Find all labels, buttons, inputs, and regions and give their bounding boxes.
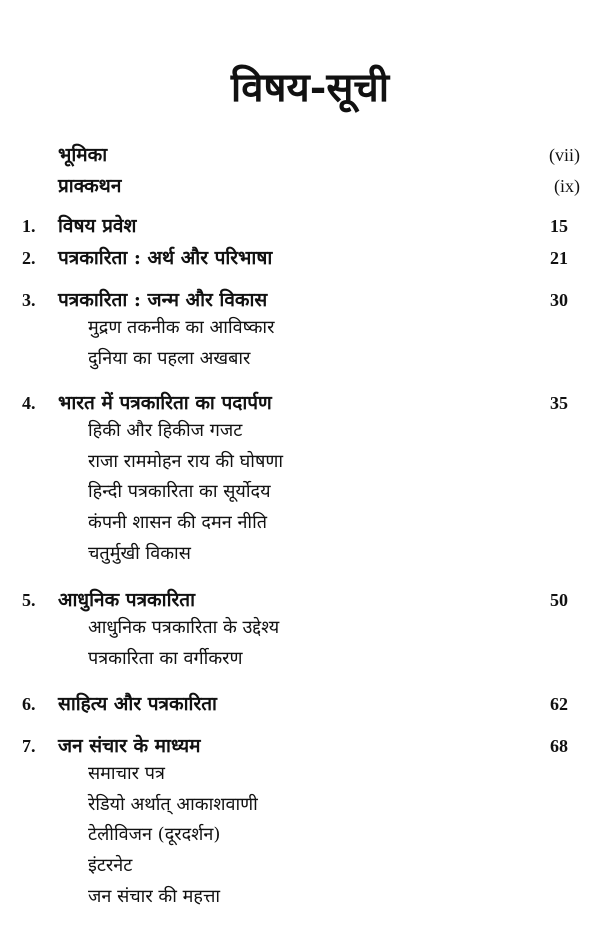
page-number: 21 xyxy=(550,248,568,268)
toc-entry xyxy=(0,689,600,719)
chapter-title: भूमिका xyxy=(58,144,108,166)
page-number: 35 xyxy=(550,393,568,413)
page-number: 30 xyxy=(550,290,568,310)
chapter-number: 1. xyxy=(22,216,36,236)
chapter-title: पत्रकारिता : अर्थ और परिभाषा xyxy=(58,247,273,269)
subitem-title: टेलीविजन (दूरदर्शन) xyxy=(88,824,221,846)
chapter-title: प्राक्कथन xyxy=(58,175,122,197)
toc-entry xyxy=(0,243,600,273)
subitem-title: इंटरनेट xyxy=(88,855,133,877)
subitem-title: जन संचार की महत्ता xyxy=(88,885,221,907)
chapter-number: 3. xyxy=(22,290,36,310)
toc-entry xyxy=(0,211,600,241)
toc-subitem xyxy=(0,477,600,507)
subitem-title: राजा राममोहन राय की घोषणा xyxy=(88,450,284,472)
subitem-title: दुनिया का पहला अखबार xyxy=(88,347,251,369)
page-number: (ix) xyxy=(554,176,580,196)
page-number: 62 xyxy=(550,694,568,714)
page-number: 50 xyxy=(550,590,568,610)
chapter-title: साहित्य और पत्रकारिता xyxy=(58,693,217,715)
chapter-number: 2. xyxy=(22,248,36,268)
chapter-title: विषय प्रवेश xyxy=(58,215,137,237)
toc-entry xyxy=(0,171,600,201)
subitem-title: पत्रकारिता का वर्गीकरण xyxy=(88,647,243,669)
toc-subitem xyxy=(0,416,600,446)
toc-subitem xyxy=(0,790,600,820)
toc-subitem xyxy=(0,447,600,477)
chapter-title: भारत में पत्रकारिता का पदार्पण xyxy=(58,392,272,414)
page-title: विषय-सूची xyxy=(230,64,390,111)
subitem-title: चतुर्मुखी विकास xyxy=(88,542,191,564)
toc-subitem xyxy=(0,759,600,789)
toc-subitem xyxy=(0,344,600,374)
toc-subitem xyxy=(0,539,600,569)
subitem-title: हिन्दी पत्रकारिता का सूर्योदय xyxy=(88,481,271,503)
chapter-number: 7. xyxy=(22,736,36,756)
toc-subitem xyxy=(0,882,600,912)
toc-entry xyxy=(0,388,600,418)
page-number: 68 xyxy=(550,736,568,756)
toc-entry xyxy=(0,285,600,315)
toc-entry xyxy=(0,140,600,170)
toc-entry xyxy=(0,731,600,761)
toc-subitem xyxy=(0,644,600,674)
chapter-number: 4. xyxy=(22,393,36,413)
chapter-title: आधुनिक पत्रकारिता xyxy=(58,589,196,611)
chapter-title: पत्रकारिता : जन्म और विकास xyxy=(58,289,268,311)
toc-subitem xyxy=(0,820,600,850)
chapter-number: 6. xyxy=(22,694,36,714)
subitem-title: हिकी और हिकीज गजट xyxy=(88,420,243,441)
chapter-title: जन संचार के माध्यम xyxy=(58,735,201,757)
subitem-title: रेडियो अर्थात् आकाशवाणी xyxy=(88,793,258,815)
subitem-title: समाचार पत्र xyxy=(88,763,165,784)
page-number: 15 xyxy=(550,216,568,236)
subitem-title: कंपनी शासन की दमन नीति xyxy=(88,512,268,534)
toc-subitem xyxy=(0,313,600,343)
toc-subitem xyxy=(0,613,600,643)
toc-entry xyxy=(0,585,600,615)
chapter-number: 5. xyxy=(22,590,36,610)
subitem-title: आधुनिक पत्रकारिता के उद्देश्य xyxy=(88,617,280,638)
subitem-title: मुद्रण तकनीक का आविष्कार xyxy=(88,317,275,338)
toc-subitem xyxy=(0,851,600,881)
toc-subitem xyxy=(0,508,600,538)
page-number: (vii) xyxy=(549,145,580,165)
